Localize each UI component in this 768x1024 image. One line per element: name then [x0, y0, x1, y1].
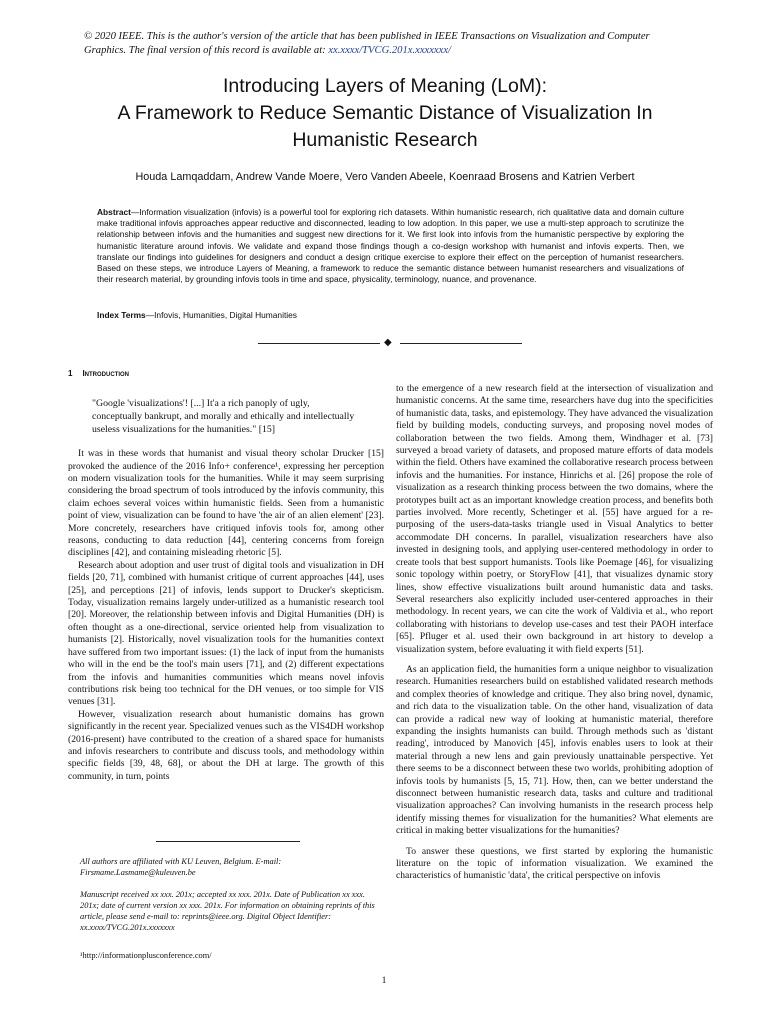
diamond-icon: ◆	[384, 337, 392, 348]
copyright-text: © 2020 IEEE. This is the author's version of the article that has been published in IEEE Transactions on Visualization and Computer Graphics. The final version of this record is available at:	[84, 31, 650, 56]
footnote-rule	[156, 841, 300, 842]
paragraph: However, visualization research about humanistic domains has grown significantly in the recent year. Specialized venues such as the VIS4DH workshop (2016-present) have contributed to the creation of a shared space for humanists and infovis researchers to contribute and discuss tools, and methodology within specific fields [39, 48, 68], or about the DH at large. The growth of this community, in turn, points	[68, 708, 384, 782]
doi-link[interactable]: xx.xxxx/TVCG.201x.xxxxxxx/	[328, 45, 451, 56]
author-list: Houda Lamqaddam, Andrew Vande Moere, Vero Vanden Abeele, Koenraad Brosens and Katrien Verbert	[135, 171, 635, 183]
section-divider	[258, 337, 522, 348]
index-terms-text: —Infovis, Humanities, Digital Humanities	[145, 310, 297, 320]
right-column	[396, 383, 713, 883]
title-line-2: A Framework to Reduce Semantic Distance of Visualization In	[117, 102, 653, 124]
footnote-manuscript: Manuscript received xx xxx. 201x; accepted xx xxx. 201x. Date of Publication xx xxx. 201x; date of current version xx xxx. 201x. For information on obtaining reprints of this article, please send e-mail to: reprints@ieee.org. Digital Object Identifier: xx.xxxx/TVCG.201x.xxxxxxx	[80, 890, 375, 932]
paragraph: It was in these words that humanist and visual theory scholar Drucker [15] provoked the audience of the 2016 Info+ conference¹, expressing her perception on modern visualization tools for the humanities. While it may seem surprising considering the broad spectrum of tools introduced by the infovis community, this claim echoes several voices within humanistic fields. Seen from a humanistic point of view, visualization can be found to have 'the air of an alien element' [23]. More concretely, researchers have critiqued infovis tools for, among other reasons, conducting to data reduction [44], centering concerns from foreign disciplines [42], and containing misleading rhetoric [5].	[68, 448, 384, 559]
title-line-1: Introducing Layers of Meaning (LoM):	[222, 75, 548, 97]
abstract	[97, 207, 684, 285]
paper-title	[60, 73, 710, 154]
epigraph-quote: "Google 'visualizations'! [...] It'a a rich panoply of ugly, conceptually bankrupt, and morally and ethically and intellectually useless visualizations for the humanities." [15]	[92, 398, 355, 435]
index-terms	[97, 310, 684, 320]
paragraph: to the emergence of a new research field at the intersection of visualization and humanistic concerns. At the same time, researchers have dug into the specificities of humanistic data, tasks, and epistemology. They have advanced the visualization field by building models, conducting surveys, and proposing novel modes of collaboration between the two fields. Among them, Windhager et al. [73] surveyed a broad variety of datasets, and proposed mature efforts of data models within the field. Others have examined the collaborative research process between infovis and the humanities. For instance, Hinrichs et al. [26] propose the role of visualization as a research thinking process between the two domains, where the prototypes built act as an important knowledge creation process, and benefits both parties involved. More recently, Schetinger et al. [55] have argued for a re-purposing of the users-data-tasks triangle used in Visual Analytics to better accommodate DH concerns. In parallel, visualization researchers have also invested in designing tools, and applying user-centered methodology in order to create tools that best support humanists. Tools like Poemage [46], for visualizing sonic topology within poetry, or StoryFlow [41], that visualizes dynamic story lines, show effective visualizations built around humanistic data and tasks. Several researchers also explicitly included user-centered approaches in their methodology. In recent years, we can cite the work of Valdivia et al., who report collaborating with historians to develop use-cases and test their PAOH interface [65]. Pfluger et al. used their own background in art history to develop a visualization system, before evaluating it with field experts [51].	[396, 383, 713, 655]
left-column	[68, 368, 384, 783]
copyright-notice	[84, 30, 694, 58]
section-title: Introduction	[82, 369, 130, 378]
paragraph: To answer these questions, we first started by exploring the humanistic literature on the topic of information visualization. We examined the characteristics of humanistic 'data', the critical perspective on infovis	[396, 845, 713, 882]
section-number: 1	[68, 369, 73, 378]
title-line-3: Humanistic Research	[292, 129, 478, 151]
abstract-text: —Information visualization (infovis) is a powerful tool for exploring rich datasets. Within humanistic research, rich qualitative data and domain culture make traditional infovis approaches appear reductive and disconnected, leading to low adoption. In this paper, we use a multi-step approach to scrutinize the relationship between infovis and the humanities and suggest new directions for it. We first look into infovis from the humanistic perspective by exploring the humanistic literature around infovis. We validate and expand those findings though a co-design workshop with humanist and infovis experts. Then, we translate our findings into guidelines for designers and conduct a design critique exercise to explore their effect on the perception of humanist researchers. Based on these steps, we introduce Layers of Meaning, a framework to reduce the semantic distance between humanist researchers and visualizations of their research material, by grounding infovis tools in time and space, physicality, terminology, nuance, and provenance.	[97, 207, 684, 285]
page-number: 1	[381, 975, 387, 986]
footnote-url: ¹http://informationplusconference.com/	[80, 951, 212, 960]
index-terms-label: Index Terms	[97, 310, 146, 320]
footnote-affiliation: All authors are affiliated with KU Leuven, Belgium. E-mail: Firsmame.Lasmame@kuleuven.be	[80, 857, 282, 877]
abstract-label: Abstract	[97, 207, 131, 217]
paragraph: As an application field, the humanities form a unique neighbor to visualization research. Humanities researchers build on established validated research methods and complex theories of knowledge and critique. They also bring novel, dynamic, and rich data to the visualization table. On the other hand, visualization of data can provide a radical new way of looking at humanistic material, therefore expanding the insights humanists can build. Through methods such as 'distant reading', introduced by Manovich [45], infovis enables users to look at their material through a new lens and gain previously unattainable perspective. Yet there seems to be a disconnect between these two worlds, prohibiting adoption of infovis tools by humanists [5, 15, 71]. How, then, can we better understand the disconnect between humanistic research data, tasks and culture and traditional visualization approaches? Can involving humanists in the research process help identify missing themes for visualization for the humanities? What elements are critical in making better visualizations for the humanities?	[396, 663, 713, 837]
paragraph: Research about adoption and user trust of digital tools and visualization in DH fields [20, 71], combined with humanist critique of current approaches [44], uses [25], and perceptions [21] of infovis, lends support to Drucker's skepticism. Today, visualization remains largely under-utilized as a humanistic research tool [20]. Moreover, the relationship between infovis and Digital Humanities (DH) is often thought as a one-directional, service oriented help from visualization to humanists [2]. Historically, novel visualization tools for the humanities context have suffered from two important issues: (1) the lack of input from the humanists who will in the end be the tool's main users [71], and (2) different expectations from the infovis and humanities communities which means novel infovis contributions risk being too technical for the DH venues, or too simple for VIS venues [31].	[68, 559, 384, 708]
section-heading	[68, 368, 384, 380]
